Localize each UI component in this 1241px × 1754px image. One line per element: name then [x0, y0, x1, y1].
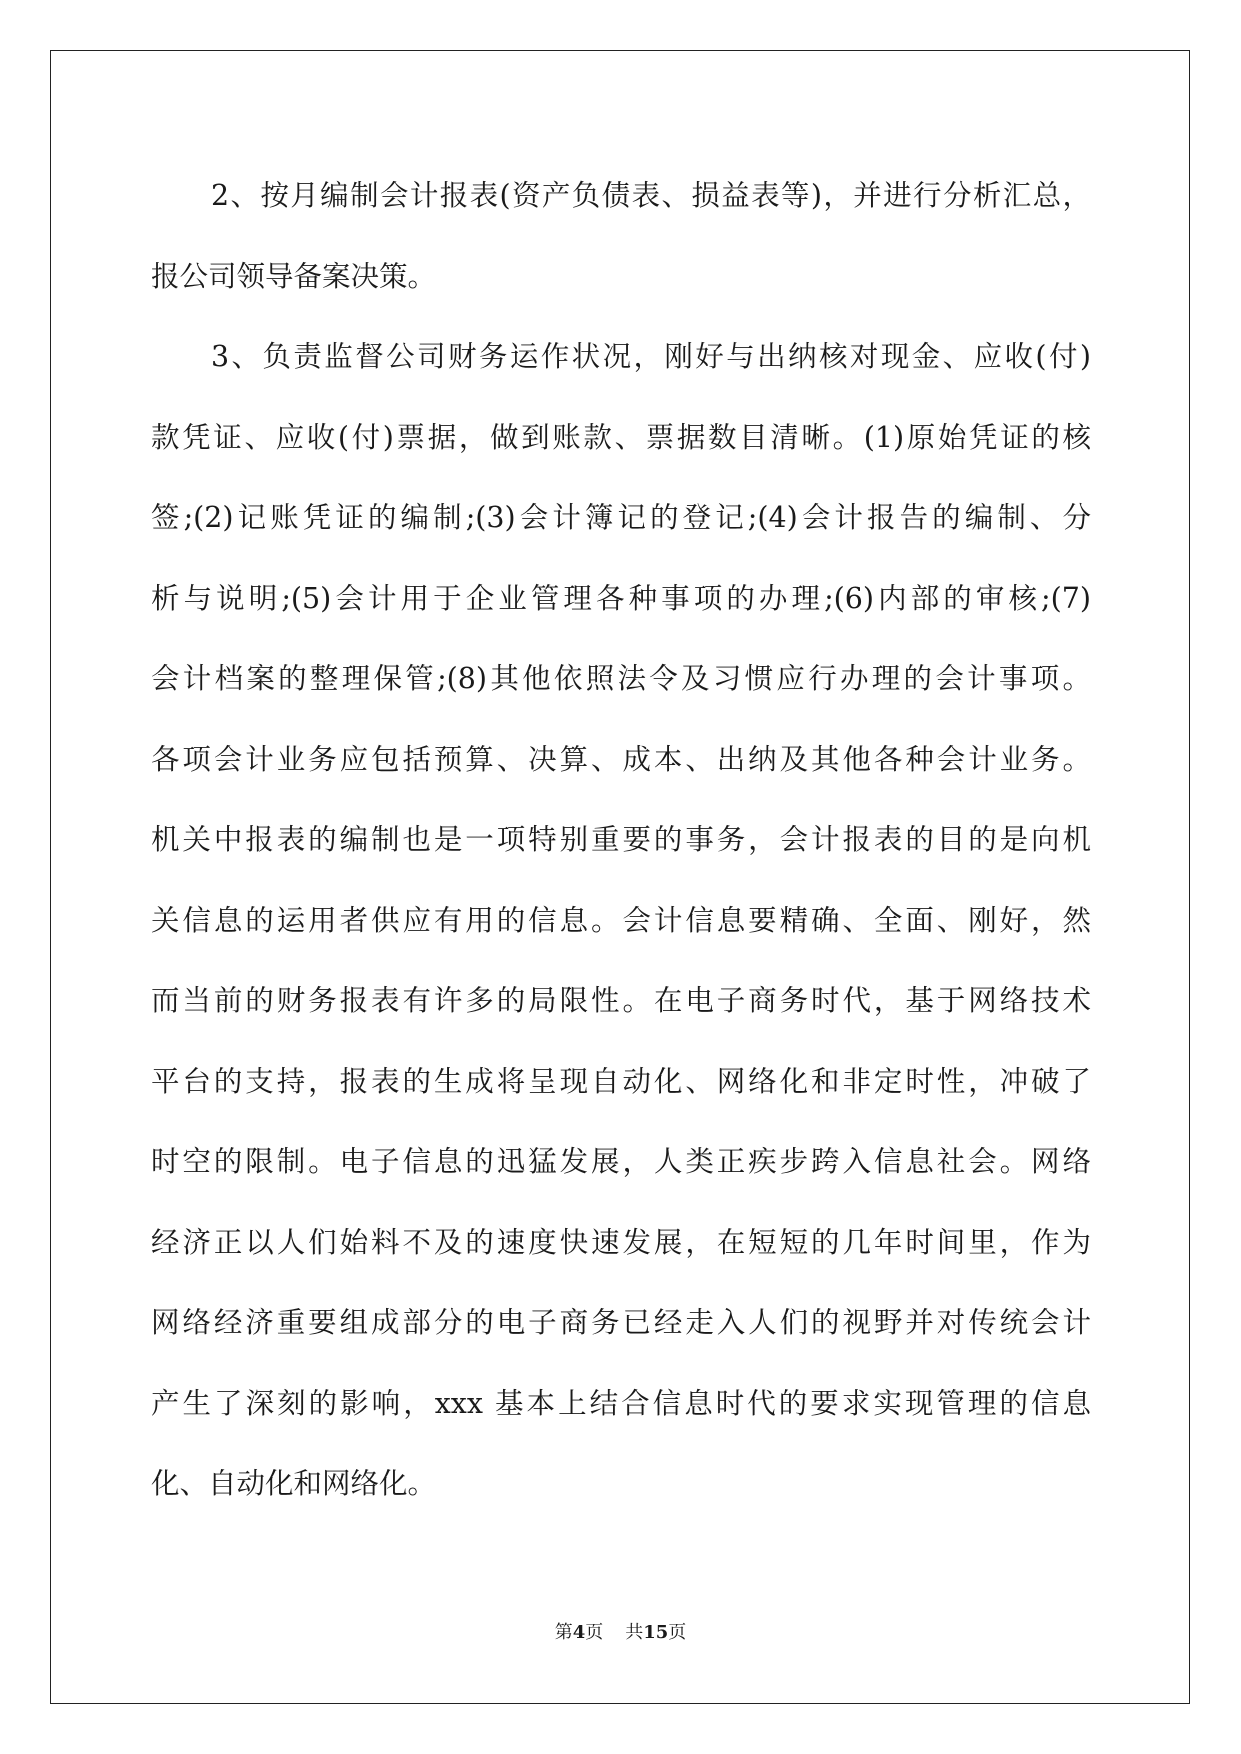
text-line: 关信息的运用者供应有用的信息。会计信息要精确、全面、刚好，然 — [151, 903, 1091, 937]
text-line: 报公司领导备案决策。 — [151, 259, 437, 293]
text-line: 机关中报表的编制也是一项特别重要的事务，会计报表的目的是向机 — [151, 823, 1091, 856]
text-line: 各项会计业务应包括预算、决算、成本、出纳及其他各种会计业务。 — [151, 742, 1091, 776]
footer-total-prefix: 共 — [625, 1622, 644, 1643]
text-line: 3、负责监督公司财务运作状况，刚好与出纳核对现金、应收(付) — [211, 340, 1091, 373]
paragraph-2 — [151, 156, 1091, 317]
footer-page-number: 4 — [572, 1622, 586, 1643]
text-line: 经济正以人们始料不及的速度快速发展，在短短的几年时间里，作为 — [151, 1225, 1091, 1259]
text-line: 2、按月编制会计报表(资产负债表、损益表等)，并进行分析汇总， — [211, 179, 1091, 212]
text-line: 款凭证、应收(付)票据，做到账款、票据数目清晰。(1)原始凭证的核 — [151, 420, 1091, 454]
text-line: 而当前的财务报表有许多的局限性。在电子商务时代，基于网络技术 — [151, 984, 1091, 1017]
text-line: 化、自动化和网络化。 — [151, 1467, 437, 1500]
footer-total-pages: 15 — [643, 1622, 669, 1643]
text-line: 平台的支持，报表的生成将呈现自动化、网络化和非定时性，冲破了 — [151, 1064, 1091, 1098]
footer-total-suffix: 页 — [668, 1622, 687, 1643]
document-body — [151, 156, 1091, 1525]
text-line: 产生了深刻的影响，xxx 基本上结合信息时代的要求实现管理的信息 — [151, 1386, 1091, 1420]
text-line: 签;(2)记账凭证的编制;(3)会计簿记的登记;(4)会计报告的编制、分 — [151, 501, 1091, 534]
text-line: 会计档案的整理保管;(8)其他依照法令及习惯应行办理的会计事项。 — [151, 662, 1091, 695]
text-line: 时空的限制。电子信息的迅猛发展，人类正疾步跨入信息社会。网络 — [151, 1145, 1091, 1178]
footer-page-prefix: 第 — [554, 1622, 573, 1643]
page-footer — [0, 1618, 1241, 1644]
text-line: 析与说明;(5)会计用于企业管理各种事项的办理;(6)内部的审核;(7) — [151, 581, 1091, 615]
paragraph-3 — [151, 317, 1091, 1525]
footer-page-suffix: 页 — [585, 1622, 604, 1643]
text-line: 网络经济重要组成部分的电子商务已经走入人们的视野并对传统会计 — [151, 1306, 1091, 1339]
